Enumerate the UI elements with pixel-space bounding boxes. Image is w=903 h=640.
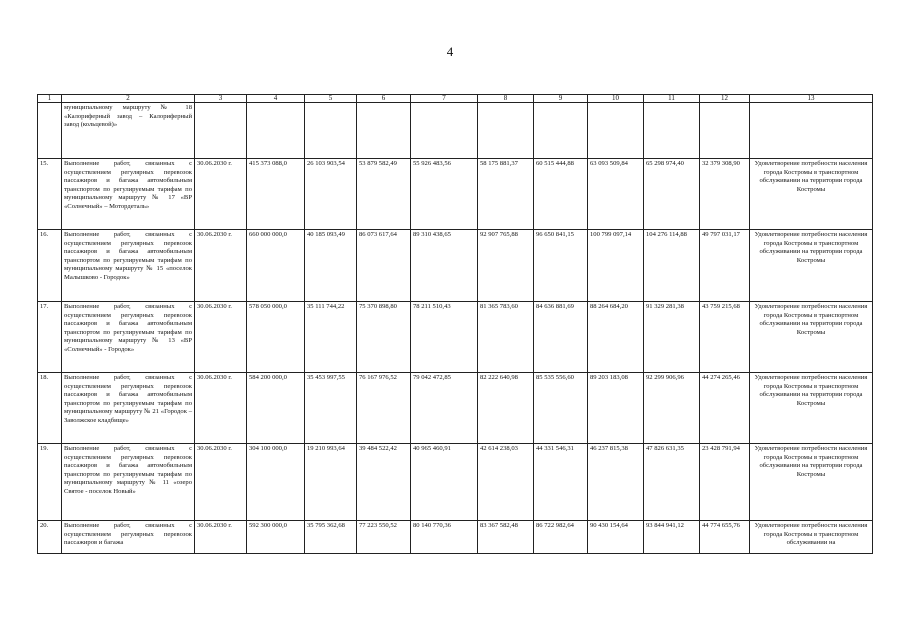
- amount-cell-v10: 89 203 183,08: [588, 373, 644, 444]
- result-cell: [750, 103, 873, 159]
- deadline-cell: 30.06.2030 г.: [195, 444, 247, 521]
- amount-cell-v12: 44 274 265,46: [700, 373, 750, 444]
- row-number-cell: 20.: [38, 521, 62, 554]
- deadline-cell: 30.06.2030 г.: [195, 302, 247, 373]
- work-description-cell: Выполнение работ, связанных с осуществлением регулярных перевозок пассажиров и багажа: [62, 521, 195, 554]
- amount-cell-v4: 592 300 000,0: [247, 521, 305, 554]
- work-description-cell: Выполнение работ, связанных с осуществлением регулярных перевозок пассажиров и багажа автомобильным транспортом по регулируемым тарифам по муниципальному маршруту № 15 «поселок Малышково - Городок»: [62, 230, 195, 302]
- amount-cell-v4: 415 373 088,0: [247, 159, 305, 230]
- amount-cell-v7: 40 965 460,91: [411, 444, 478, 521]
- amount-cell-v12: 23 428 791,94: [700, 444, 750, 521]
- header-cell: 9: [534, 95, 588, 103]
- amount-cell-v4: [247, 103, 305, 159]
- amount-cell-v7: 80 140 770,36: [411, 521, 478, 554]
- amount-cell-v10: 88 264 684,20: [588, 302, 644, 373]
- amount-cell-v11: 91 329 281,38: [644, 302, 700, 373]
- amount-cell-v11: 93 844 941,12: [644, 521, 700, 554]
- amount-cell-v9: 44 331 546,31: [534, 444, 588, 521]
- amount-cell-v8: 81 365 783,60: [478, 302, 534, 373]
- amount-cell-v11: 92 299 906,96: [644, 373, 700, 444]
- amount-cell-v5: 35 795 362,68: [305, 521, 357, 554]
- amount-cell-v9: 96 650 841,15: [534, 230, 588, 302]
- header-cell: 11: [644, 95, 700, 103]
- amount-cell-v6: 75 370 898,80: [357, 302, 411, 373]
- result-cell: Удовлетворение потребности населения города Костромы в транспортном обслуживании на территории города Костромы: [750, 159, 873, 230]
- amount-cell-v12: 43 759 215,68: [700, 302, 750, 373]
- table-row: [38, 302, 873, 373]
- amount-cell-v7: 55 926 483,56: [411, 159, 478, 230]
- amount-cell-v12: 32 379 308,90: [700, 159, 750, 230]
- header-cell: 2: [62, 95, 195, 103]
- amount-cell-v12: [700, 103, 750, 159]
- amount-cell-v5: 19 210 993,64: [305, 444, 357, 521]
- result-cell: Удовлетворение потребности населения города Костромы в транспортном обслуживании на территории города Костромы: [750, 302, 873, 373]
- amount-cell-v6: 86 073 617,64: [357, 230, 411, 302]
- amount-cell-v11: 47 826 631,35: [644, 444, 700, 521]
- amount-cell-v4: 584 200 000,0: [247, 373, 305, 444]
- work-description-cell: Выполнение работ, связанных с осуществлением регулярных перевозок пассажиров и багажа автомобильным транспортом по регулируемым тарифам по муниципальному маршруту № 17 «ВР «Солнечный» – Мотордеталь»: [62, 159, 195, 230]
- deadline-cell: [195, 103, 247, 159]
- table-row: [38, 373, 873, 444]
- result-cell: Удовлетворение потребности населения города Костромы в транспортном обслуживании на территории города Костромы: [750, 373, 873, 444]
- amount-cell-v6: 39 484 522,42: [357, 444, 411, 521]
- amount-cell-v11: 104 276 114,88: [644, 230, 700, 302]
- deadline-cell: 30.06.2030 г.: [195, 159, 247, 230]
- amount-cell-v12: 44 774 655,76: [700, 521, 750, 554]
- header-cell: 13: [750, 95, 873, 103]
- work-description-cell: Выполнение работ, связанных с осуществлением регулярных перевозок пассажиров и багажа автомобильным транспортом по регулируемым тарифам по муниципальному маршруту № 13 «ВР «Солнечный» - Городок»: [62, 302, 195, 373]
- table-row: [38, 444, 873, 521]
- amount-cell-v11: [644, 103, 700, 159]
- table-header-row: [38, 95, 873, 103]
- amount-cell-v7: 78 211 510,43: [411, 302, 478, 373]
- row-number-cell: 18.: [38, 373, 62, 444]
- header-cell: 5: [305, 95, 357, 103]
- amount-cell-v10: 63 093 509,84: [588, 159, 644, 230]
- table-row: [38, 103, 873, 159]
- amount-cell-v5: 35 111 744,22: [305, 302, 357, 373]
- deadline-cell: 30.06.2030 г.: [195, 521, 247, 554]
- amount-cell-v8: [478, 103, 534, 159]
- amount-cell-v9: [534, 103, 588, 159]
- amount-cell-v6: [357, 103, 411, 159]
- amount-cell-v12: 49 797 031,17: [700, 230, 750, 302]
- amount-cell-v4: 578 050 000,0: [247, 302, 305, 373]
- deadline-cell: 30.06.2030 г.: [195, 373, 247, 444]
- header-cell: 1: [38, 95, 62, 103]
- result-cell: Удовлетворение потребности населения города Костромы в транспортном обслуживании на территории города Костромы: [750, 230, 873, 302]
- row-number-cell: [38, 103, 62, 159]
- row-number-cell: 15.: [38, 159, 62, 230]
- header-cell: 4: [247, 95, 305, 103]
- amount-cell-v8: 83 367 582,48: [478, 521, 534, 554]
- header-cell: 6: [357, 95, 411, 103]
- amount-cell-v5: 40 185 093,49: [305, 230, 357, 302]
- amount-cell-v9: 84 636 881,69: [534, 302, 588, 373]
- amount-cell-v9: 85 535 556,60: [534, 373, 588, 444]
- amount-cell-v8: 42 614 238,03: [478, 444, 534, 521]
- financing-table: [37, 94, 873, 554]
- header-cell: 3: [195, 95, 247, 103]
- header-cell: 10: [588, 95, 644, 103]
- amount-cell-v9: 86 722 982,64: [534, 521, 588, 554]
- amount-cell-v6: 76 167 976,52: [357, 373, 411, 444]
- table-row: [38, 230, 873, 302]
- amount-cell-v5: 35 453 997,55: [305, 373, 357, 444]
- amount-cell-v10: 90 430 154,64: [588, 521, 644, 554]
- amount-cell-v8: 92 907 765,88: [478, 230, 534, 302]
- deadline-cell: 30.06.2030 г.: [195, 230, 247, 302]
- work-description-cell: муниципальному маршруту № 18 «Калориферный завод – Калориферный завод (кольцевой)»: [62, 103, 195, 159]
- header-cell: 8: [478, 95, 534, 103]
- row-number-cell: 16.: [38, 230, 62, 302]
- page-number: 4: [446, 44, 454, 59]
- amount-cell-v7: [411, 103, 478, 159]
- header-cell: 12: [700, 95, 750, 103]
- amount-cell-v9: 60 515 444,88: [534, 159, 588, 230]
- amount-cell-v10: 100 799 097,14: [588, 230, 644, 302]
- header-cell: 7: [411, 95, 478, 103]
- amount-cell-v11: 65 298 974,40: [644, 159, 700, 230]
- work-description-cell: Выполнение работ, связанных с осуществлением регулярных перевозок пассажиров и багажа автомобильным транспортом по регулируемым тарифам по муниципальному маршруту № 11 «озеро Святое - поселок Новый»: [62, 444, 195, 521]
- amount-cell-v8: 82 222 640,98: [478, 373, 534, 444]
- amount-cell-v4: 660 000 000,0: [247, 230, 305, 302]
- amount-cell-v10: 46 237 815,38: [588, 444, 644, 521]
- row-number-cell: 17.: [38, 302, 62, 373]
- result-cell: Удовлетворение потребности населения города Костромы в транспортном обслуживании на: [750, 521, 873, 554]
- amount-cell-v6: 53 879 582,49: [357, 159, 411, 230]
- amount-cell-v10: [588, 103, 644, 159]
- amount-cell-v5: 26 103 903,54: [305, 159, 357, 230]
- amount-cell-v8: 58 175 881,37: [478, 159, 534, 230]
- row-number-cell: 19.: [38, 444, 62, 521]
- work-description-cell: Выполнение работ, связанных с осуществлением регулярных перевозок пассажиров и багажа автомобильным транспортом по регулируемым тарифам по муниципальному маршруту № 21 «Городок – Заволжское кладбище»: [62, 373, 195, 444]
- amount-cell-v4: 304 100 000,0: [247, 444, 305, 521]
- result-cell: Удовлетворение потребности населения города Костромы в транспортном обслуживании на территории города Костромы: [750, 444, 873, 521]
- table-row: [38, 159, 873, 230]
- amount-cell-v5: [305, 103, 357, 159]
- amount-cell-v7: 89 310 438,65: [411, 230, 478, 302]
- amount-cell-v7: 79 042 472,85: [411, 373, 478, 444]
- table-row: [38, 521, 873, 554]
- amount-cell-v6: 77 223 550,52: [357, 521, 411, 554]
